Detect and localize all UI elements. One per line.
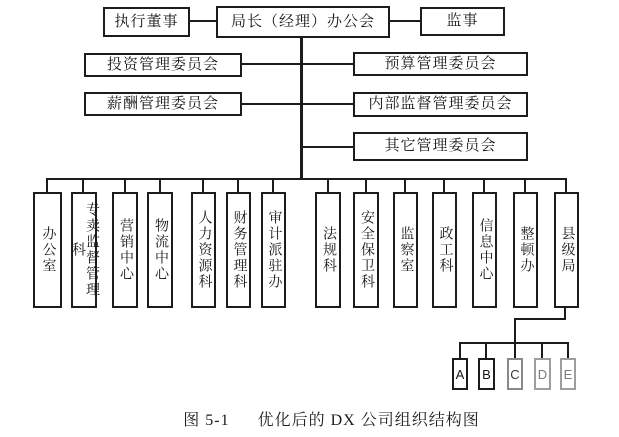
- stub-line: [327, 178, 329, 192]
- stub-line: [524, 178, 526, 192]
- dept-node-legal-section: 法规科: [315, 192, 341, 308]
- connector-line: [390, 20, 420, 22]
- stub-line: [124, 178, 126, 192]
- trunk-line: [300, 38, 303, 179]
- dept-node-logistics-center: 物流中心: [147, 192, 173, 308]
- stub-line: [159, 178, 161, 192]
- connector-line: [190, 20, 216, 22]
- stub-line: [541, 342, 543, 359]
- node-executive-director: 执行董事: [103, 7, 190, 37]
- connector-line: [514, 318, 516, 344]
- branch-node-b: B: [478, 358, 495, 390]
- branch-node-a: A: [452, 358, 468, 390]
- node-director-office-meeting: 局长（经理）办公会: [216, 6, 390, 38]
- dept-node-finance-management: 财务管理科: [226, 192, 251, 308]
- stub-line: [483, 178, 485, 192]
- node-investment-committee: 投资管理委员会: [84, 53, 242, 77]
- figure-caption: [44, 407, 619, 430]
- dept-node-supervision-office: 监察室: [393, 192, 418, 308]
- dept-node-rectification-office: 整顿办: [513, 192, 538, 308]
- dept-node-political-work: 政工科: [432, 192, 457, 308]
- dept-node-security-section: 安全保卫科: [353, 192, 379, 308]
- stub-line: [459, 342, 461, 359]
- dept-node-information-center: 信息中心: [472, 192, 497, 308]
- figure-title: 优化后的 DX 公司组织结构图: [257, 412, 480, 429]
- node-other-committees: 其它管理委员会: [353, 132, 528, 161]
- dept-node-county-bureau: 县级局: [554, 192, 579, 308]
- branch-node-d: D: [534, 358, 551, 390]
- node-compensation-committee: 薪酬管理委员会: [84, 92, 242, 116]
- branch-node-e: E: [560, 358, 576, 390]
- stub-line: [567, 342, 569, 359]
- stub-line: [565, 178, 567, 192]
- connector-line: [301, 146, 353, 148]
- branch-node-c: C: [507, 358, 523, 390]
- node-internal-supervision-committee: 内部监督管理委员会: [353, 92, 528, 117]
- connector-line: [242, 63, 353, 65]
- dept-node-monopoly-supervision: 专卖监督管理科: [71, 192, 97, 308]
- stub-line: [514, 342, 516, 359]
- dept-node-audit-office: 审计派驻办: [261, 192, 286, 308]
- connector-line: [514, 318, 566, 320]
- dept-node-human-resources: 人力资源科: [191, 192, 216, 308]
- dept-node-office: 办公室: [33, 192, 62, 308]
- stub-line: [404, 178, 406, 192]
- stub-line: [272, 178, 274, 192]
- stub-line: [202, 178, 204, 192]
- figure-number: 图 5-1: [183, 412, 230, 429]
- stub-line: [443, 178, 445, 192]
- stub-line: [46, 178, 48, 192]
- node-supervisors: 监事: [420, 7, 505, 36]
- stub-line: [82, 178, 84, 192]
- stub-line: [365, 178, 367, 192]
- stub-line: [237, 178, 239, 192]
- node-budget-committee: 预算管理委员会: [353, 52, 528, 76]
- dept-node-marketing-center: 营销中心: [112, 192, 138, 308]
- connector-line: [242, 103, 353, 105]
- stub-line: [485, 342, 487, 359]
